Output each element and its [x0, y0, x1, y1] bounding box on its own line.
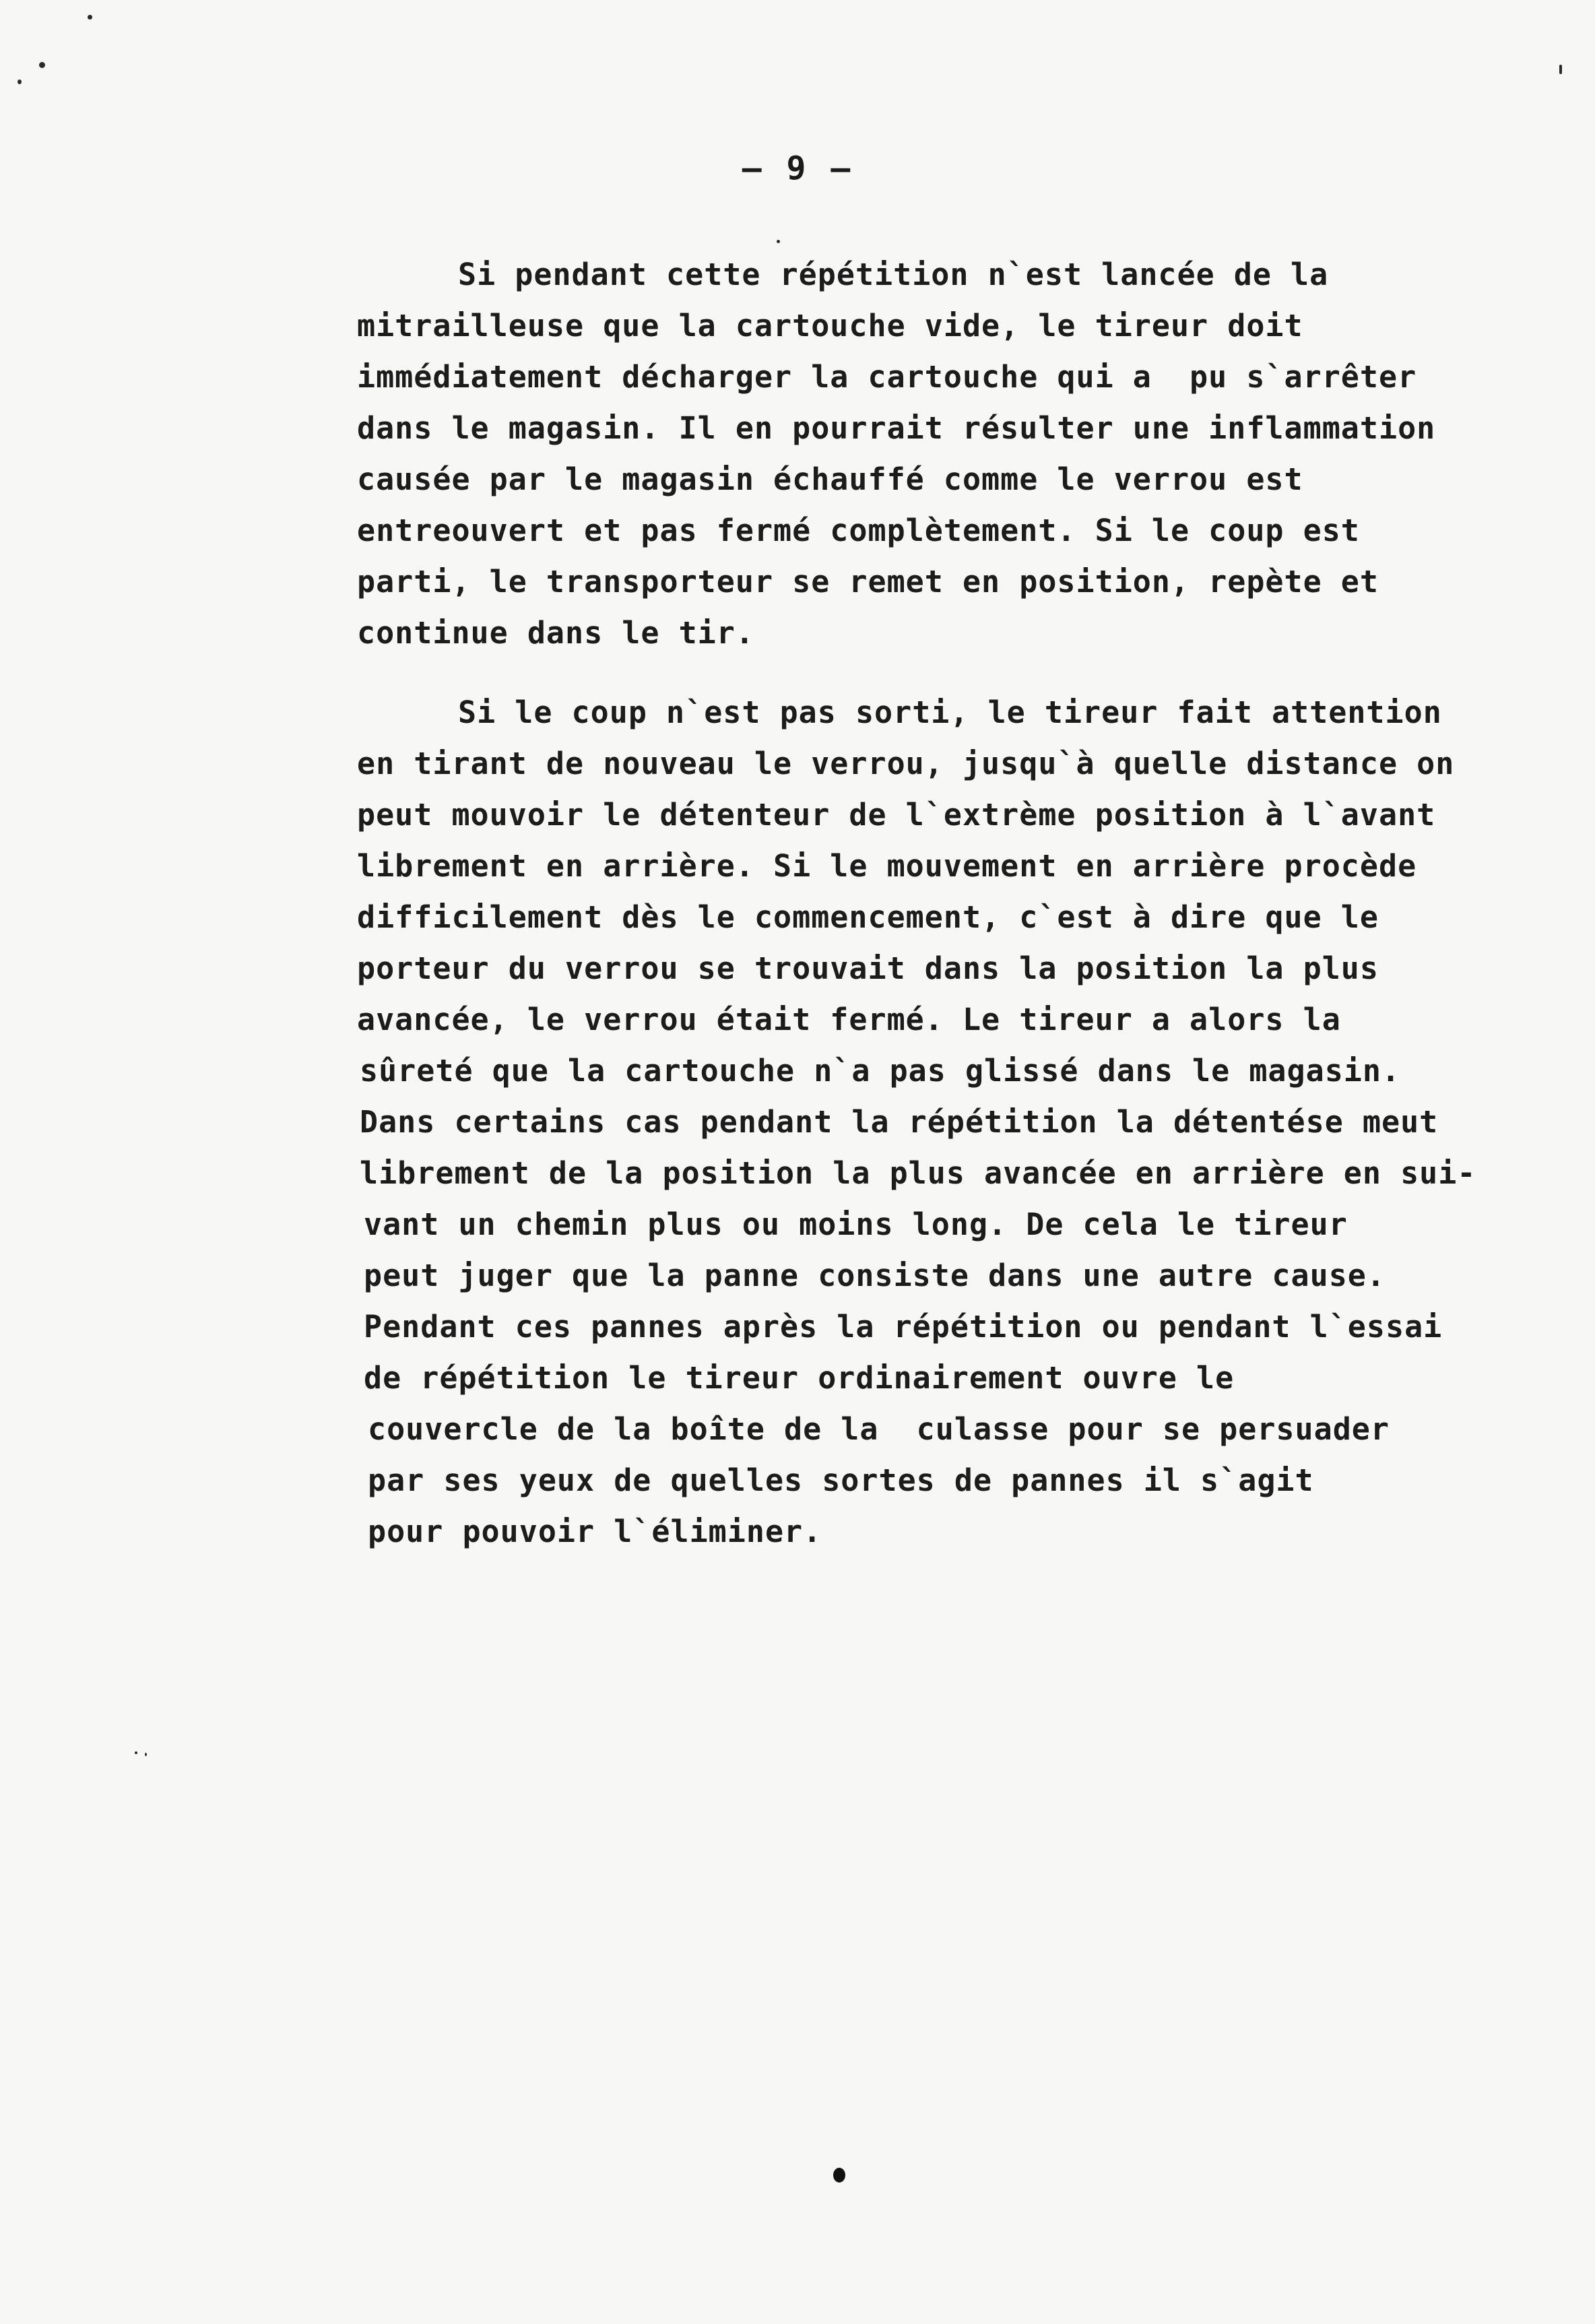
- scan-speck: [145, 1753, 147, 1756]
- document-body: [357, 249, 1542, 1586]
- text-line: peut juger que la panne consiste dans une autre cause.: [364, 1258, 1386, 1293]
- text-line: causée par le magasin échauffé comme le verrou est: [357, 461, 1303, 497]
- text-line: Si le coup n`est pas sorti, le tireur fait attention: [458, 695, 1442, 730]
- ink-dot: [833, 2168, 845, 2183]
- text-line: librement de la position la plus avancée en arrière en sui-: [360, 1155, 1476, 1191]
- page-number: – 9 –: [742, 150, 853, 187]
- paragraph-1: [357, 249, 1542, 659]
- scan-speck: [1559, 65, 1562, 74]
- text-line: entreouvert et pas fermé complètement. Si le coup est: [357, 513, 1360, 548]
- text-line: avancée, le verrou était fermé. Le tireur a alors la: [357, 1002, 1341, 1037]
- text-line: porteur du verrou se trouvait dans la position la plus: [357, 950, 1379, 986]
- scan-speck: [135, 1751, 137, 1754]
- text-line: mitrailleuse que la cartouche vide, le tireur doit: [357, 308, 1303, 344]
- text-line: parti, le transporteur se remet en position, repète et: [357, 564, 1379, 600]
- paragraph-2: [357, 687, 1542, 1557]
- text-line: en tirant de nouveau le verrou, jusqu`à quelle distance on: [357, 746, 1455, 781]
- text-line: peut mouvoir le détenteur de l`extrème position à l`avant: [357, 797, 1436, 833]
- text-line: Si pendant cette répétition n`est lancée de la: [458, 257, 1329, 292]
- text-line: pour pouvoir l`éliminer.: [368, 1514, 822, 1549]
- text-line: dans le magasin. Il en pourrait résulter une inflammation: [357, 410, 1436, 446]
- text-line: continue dans le tir.: [357, 615, 754, 651]
- text-line: Pendant ces pannes après la répétition ou pendant l`essai: [364, 1309, 1443, 1345]
- text-line: de répétition le tireur ordinairement ouvre le: [364, 1360, 1235, 1396]
- text-line: vant un chemin plus ou moins long. De cela le tireur: [364, 1206, 1348, 1242]
- text-line: sûreté que la cartouche n`a pas glissé dans le magasin.: [360, 1053, 1401, 1089]
- scan-speck: [18, 79, 22, 84]
- scan-speck: [777, 240, 780, 243]
- scan-speck: [88, 15, 92, 20]
- text-line: immédiatement décharger la cartouche qui a pu s`arrêter: [357, 359, 1417, 395]
- text-line: librement en arrière. Si le mouvement en arrière procède: [357, 848, 1417, 884]
- scan-speck: [39, 62, 45, 68]
- text-line: Dans certains cas pendant la répétition la détentése meut: [360, 1104, 1439, 1140]
- text-line: couvercle de la boîte de la culasse pour se persuader: [368, 1411, 1390, 1447]
- text-line: par ses yeux de quelles sortes de pannes il s`agit: [368, 1462, 1314, 1498]
- text-line: difficilement dès le commencement, c`est à dire que le: [357, 899, 1379, 935]
